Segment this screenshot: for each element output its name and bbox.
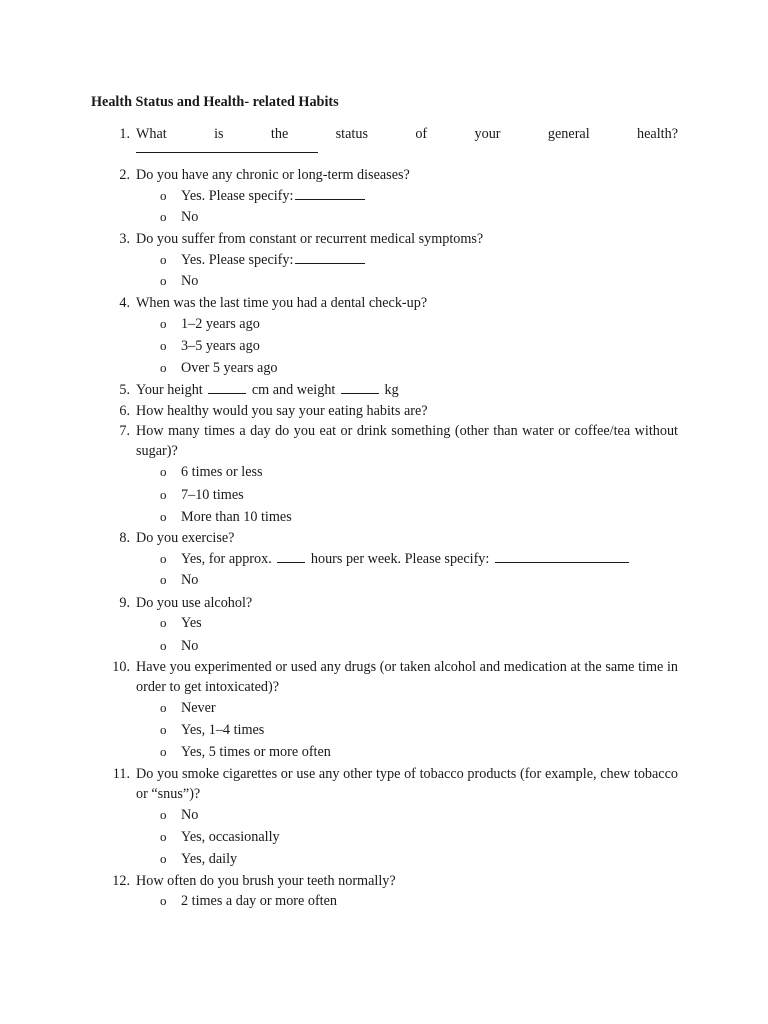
option-bullet: o — [160, 209, 167, 224]
option-bullet: o — [160, 316, 167, 331]
question-2 — [106, 165, 678, 185]
option-bullet: o — [160, 338, 167, 353]
question-number: 9. — [119, 595, 130, 611]
specify-blank[interactable] — [495, 550, 629, 563]
question-text: Your height — [136, 382, 203, 398]
option-label: Yes, daily — [181, 851, 238, 867]
option-label: Yes, occasionally — [181, 829, 280, 845]
specify-blank[interactable] — [295, 251, 365, 264]
option-label: Over 5 years ago — [181, 360, 278, 376]
question-text: How often do you brush your teeth normally? — [136, 873, 396, 889]
answer-blank[interactable] — [136, 144, 318, 153]
option-item[interactable] — [160, 271, 198, 291]
question-7 — [106, 421, 678, 461]
option-item[interactable] — [160, 698, 216, 718]
option-label: More than 10 times — [181, 509, 292, 525]
option-label: Yes. Please specify: — [181, 252, 294, 268]
option-label: No — [181, 572, 199, 588]
option-item[interactable] — [160, 358, 278, 378]
option-item[interactable] — [160, 462, 263, 482]
option-item[interactable] — [160, 507, 292, 527]
option-bullet: o — [160, 615, 167, 630]
hours-blank[interactable] — [277, 550, 305, 563]
question-text: Do you have any chronic or long-term diseases? — [136, 167, 410, 183]
option-item[interactable] — [160, 720, 264, 740]
question-number: 5. — [119, 382, 130, 398]
question-text: kg — [384, 382, 399, 398]
question-4 — [106, 293, 678, 313]
option-bullet: o — [160, 188, 167, 203]
option-item[interactable] — [160, 207, 198, 227]
option-bullet: o — [160, 273, 167, 288]
option-bullet: o — [160, 700, 167, 715]
question-number: 10. — [112, 659, 130, 675]
question-text: What is the status of your general health? — [136, 126, 678, 142]
option-item[interactable] — [160, 186, 367, 206]
question-text: How many times a day do you eat or drink something (other than water or coffee/tea without sugar)? — [136, 423, 678, 459]
question-number: 8. — [119, 530, 130, 546]
option-item[interactable] — [160, 742, 331, 762]
section-title: Health Status and Health- related Habits — [91, 94, 339, 110]
option-item[interactable] — [160, 336, 260, 356]
option-bullet: o — [160, 829, 167, 844]
option-label: 1–2 years ago — [181, 316, 260, 332]
option-label: No — [181, 209, 199, 225]
question-11 — [106, 764, 678, 804]
question-1 — [106, 124, 678, 153]
question-text: Do you exercise? — [136, 530, 235, 546]
question-number: 11. — [112, 766, 130, 782]
height-blank[interactable] — [208, 381, 246, 394]
question-text: Have you experimented or used any drugs (or taken alcohol and medication at the same time in order to get intoxicated)? — [136, 659, 678, 695]
option-label: 2 times a day or more often — [181, 893, 338, 909]
question-5 — [106, 380, 678, 400]
option-item[interactable] — [160, 314, 260, 334]
option-bullet: o — [160, 638, 167, 653]
option-item[interactable] — [160, 849, 237, 869]
question-number: 3. — [119, 231, 130, 247]
option-item[interactable] — [160, 250, 367, 270]
option-item[interactable] — [160, 485, 244, 505]
question-text: Do you smoke cigarettes or use any other type of tobacco products (for example, chew tobacco or “snus”)? — [136, 766, 678, 802]
question-number: 12. — [112, 873, 130, 889]
option-label: Yes, for approx. — [181, 551, 272, 567]
option-item[interactable] — [160, 827, 280, 847]
question-text: How healthy would you say your eating habits are? — [136, 403, 428, 419]
question-number: 2. — [119, 167, 130, 183]
option-item[interactable] — [160, 891, 337, 911]
question-6 — [106, 401, 678, 421]
option-label: 3–5 years ago — [181, 338, 260, 354]
option-bullet: o — [160, 722, 167, 737]
option-label: Never — [181, 700, 216, 716]
question-9 — [106, 593, 678, 613]
option-bullet: o — [160, 509, 167, 524]
question-number: 4. — [119, 295, 130, 311]
option-bullet: o — [160, 851, 167, 866]
option-bullet: o — [160, 360, 167, 375]
weight-blank[interactable] — [341, 381, 379, 394]
option-bullet: o — [160, 744, 167, 759]
option-label: 7–10 times — [181, 487, 244, 503]
option-bullet: o — [160, 807, 167, 822]
question-number: 1. — [119, 126, 130, 142]
question-text: Do you suffer from constant or recurrent medical symptoms? — [136, 231, 484, 247]
option-label: No — [181, 273, 199, 289]
question-3 — [106, 229, 678, 249]
option-label: hours per week. Please specify: — [310, 551, 490, 567]
option-label: 6 times or less — [181, 464, 263, 480]
option-label: Yes — [181, 615, 202, 631]
question-text: Do you use alcohol? — [136, 595, 253, 611]
question-text: cm and weight — [251, 382, 336, 398]
question-number: 7. — [119, 423, 130, 439]
option-item[interactable] — [160, 636, 198, 656]
question-8 — [106, 528, 678, 548]
option-bullet: o — [160, 572, 167, 587]
option-label: Yes, 5 times or more often — [181, 744, 331, 760]
question-number: 6. — [119, 403, 130, 419]
option-bullet: o — [160, 487, 167, 502]
option-item[interactable] — [160, 613, 202, 633]
option-label: Yes. Please specify: — [181, 188, 294, 204]
option-bullet: o — [160, 551, 167, 566]
option-item[interactable] — [160, 805, 198, 825]
option-bullet: o — [160, 893, 167, 908]
question-10 — [106, 657, 678, 697]
option-label: Yes, 1–4 times — [181, 722, 265, 738]
question-text: When was the last time you had a dental check-up? — [136, 295, 428, 311]
option-label: No — [181, 638, 199, 654]
option-bullet: o — [160, 464, 167, 479]
option-label: No — [181, 807, 199, 823]
question-12 — [106, 871, 678, 891]
option-item[interactable] — [160, 570, 198, 590]
option-item[interactable] — [160, 549, 631, 569]
option-bullet: o — [160, 252, 167, 267]
specify-blank[interactable] — [295, 187, 365, 200]
